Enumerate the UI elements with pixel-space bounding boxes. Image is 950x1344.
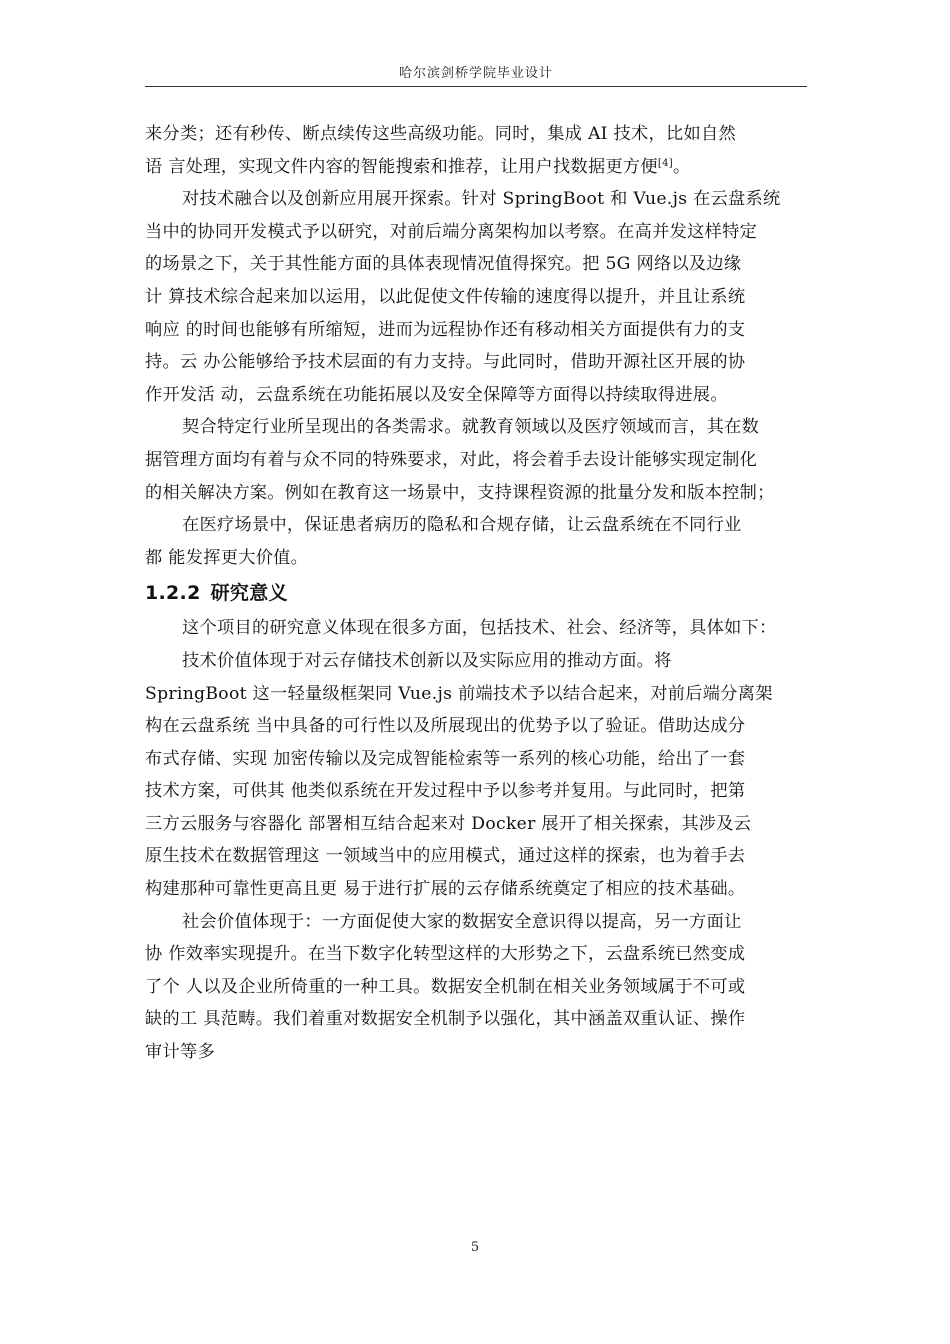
page-header: 哈尔滨剑桥学院毕业设计 <box>398 66 553 81</box>
text-line: 协 作效率实现提升。在当下数字化转型这样的大形势之下，云盘系统已然变成 <box>145 944 746 965</box>
section-heading <box>145 574 810 612</box>
body-text <box>145 118 810 1069</box>
text-line: 来分类；还有秒传、断点续传这些高级功能。同时，集成 AI 技术，比如自然 <box>145 124 736 144</box>
text-line: 持。云 办公能够给予技术层面的有力支持。与此同时，借助开源社区开展的协 <box>145 352 746 373</box>
text-line: 三方云服务与容器化 部署相互结合起来对 Docker 展开了相关探索，其涉及云 <box>145 813 752 834</box>
text-line: 计 算技术综合起来加以运用，以此促使文件传输的速度得以提升，并且让系统 <box>145 286 746 307</box>
text-line: SpringBoot 这一轻量级框架同 Vue.js 前端技术予以结合起来，对前后端分离架 <box>145 683 773 704</box>
text-line: 响应 的时间也能够有所缩短，进而为远程协作还有移动相关方面提供有力的支 <box>145 319 746 340</box>
citation: [4] <box>657 157 673 169</box>
text-line: 的相关解决方案。例如在教育这一场景中，支持课程资源的批量分发和版本控制； <box>145 482 775 503</box>
text-line: 这个项目的研究意义体现在很多方面，包括技术、社会、经济等，具体如下： <box>182 618 777 639</box>
text-line: 都 能发挥更大价值。 <box>145 547 309 568</box>
section-number: 1.2.2 <box>145 582 201 605</box>
text-line: 作开发活 动，云盘系统在功能拓展以及安全保障等方面得以持续取得进展。 <box>145 384 728 405</box>
header-rule <box>145 86 807 87</box>
text-line: 技术价值体现于对云存储技术创新以及实际应用的推动方面。将 <box>182 650 672 671</box>
text-line: 了个 人以及企业所倚重的一种工具。数据安全机制在相关业务领域属于不可或 <box>145 976 746 997</box>
text-line: 审计等多 <box>145 1042 215 1063</box>
text-line: 社会价值体现于：一方面促使大家的数据安全意识得以提高，另一方面让 <box>182 911 742 932</box>
text-line: 构建那种可靠性更高且更 易于进行扩展的云存储系统奠定了相应的技术基础。 <box>145 879 746 900</box>
text-line: 布式存储、实现 加密传输以及完成智能检索等一系列的核心功能，给出了一套 <box>145 748 746 769</box>
text-span: 语 言处理，实现文件内容的智能搜索和推荐，让用户找数据更方便 <box>145 156 658 177</box>
text-line <box>145 151 810 184</box>
text-span: 。 <box>672 156 691 177</box>
text-line: 契合特定行业所呈现出的各类需求。就教育领域以及医疗领域而言，其在数 <box>182 417 760 438</box>
text-line: 当中的协同开发模式予以研究，对前后端分离架构加以考察。在高并发这样特定 <box>145 221 758 242</box>
text-line: 构在云盘系统 当中具备的可行性以及所展现出的优势予以了验证。借助达成分 <box>145 716 746 737</box>
text-line: 在医疗场景中，保证患者病历的隐私和合规存储，让云盘系统在不同行业 <box>182 515 742 536</box>
text-line: 的场景之下，关于其性能方面的具体表现情况值得探究。把 5G 网络以及边缘 <box>145 254 742 275</box>
text-line: 据管理方面均有着与众不同的特殊要求，对此，将会着手去设计能够实现定制化 <box>145 449 758 470</box>
text-line: 原生技术在数据管理这 一领域当中的应用模式，通过这样的探索，也为着手去 <box>145 846 746 867</box>
section-title: 研究意义 <box>210 582 288 605</box>
text-line: 对技术融合以及创新应用展开探索。针对 SpringBoot 和 Vue.js 在云盘系统 <box>182 189 781 210</box>
text-line: 技术方案，可供其 他类似系统在开发过程中予以参考并复用。与此同时，把第 <box>145 781 746 802</box>
page-number: 5 <box>470 1240 480 1255</box>
text-line: 缺的工 具范畴。我们着重对数据安全机制予以强化，其中涵盖双重认证、操作 <box>145 1009 746 1030</box>
